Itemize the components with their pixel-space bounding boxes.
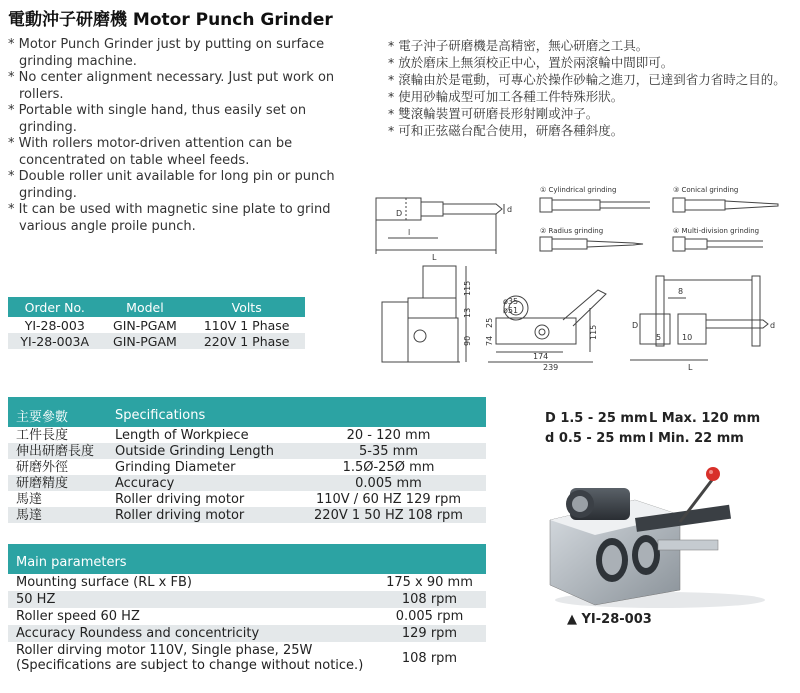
col-volts: Volts — [188, 297, 305, 317]
spec-table — [8, 397, 486, 523]
dim-174-label: 174 — [533, 352, 549, 361]
dim-25-label: 25 — [485, 317, 494, 328]
dim-D2-label: D — [632, 321, 639, 330]
cell: 研磨外徑 — [8, 459, 115, 475]
table-row — [8, 591, 486, 608]
cell: 1.5Ø-25Ø mm — [291, 459, 486, 475]
mode-radius-label: ② Radius grinding — [540, 227, 604, 235]
table-row — [8, 333, 305, 349]
spec-header-value — [291, 397, 486, 427]
cell: YI-28-003A — [8, 333, 102, 349]
cell: 220V 1 50 HZ 108 rpm — [291, 507, 486, 523]
dim-l-min: l Min. 22 mm — [649, 431, 744, 446]
feature-en-item: * Double roller unit available for long pin or punch grinding. — [8, 169, 335, 201]
spec-header-en: Specifications — [115, 397, 291, 427]
dim-L-label: L — [432, 253, 437, 262]
cell: Roller speed 60 HZ — [8, 608, 373, 625]
col-order-no: Order No. — [8, 297, 102, 317]
cell: 129 rpm — [373, 625, 486, 642]
cell: Mounting surface (RL x FB) — [8, 574, 373, 591]
feature-zh-item: * 滾輪由於是電動，可專心於操作砂輪之進刀，已達到省力省時之目的。 — [388, 72, 786, 87]
table-row — [8, 491, 486, 507]
dim-d2-label: d — [770, 321, 776, 330]
features-zh — [388, 37, 798, 139]
dim-phi35-label: ø35 — [503, 297, 519, 306]
dim-115b-label: 115 — [589, 324, 598, 340]
main-params-header: Main parameters — [8, 544, 486, 574]
mode-conical-label: ③ Conical grinding — [673, 186, 739, 194]
spec-table-header — [8, 397, 486, 427]
cell: 馬達 — [8, 491, 115, 507]
dim-phi51-label: ø51 — [503, 306, 519, 315]
feature-zh-item: * 電子沖子研磨機是高精密，無心研磨之工具。 — [388, 38, 649, 53]
feature-en-item: * It can be used with magnetic sine plate to grind various angle proile punch. — [8, 202, 331, 234]
cell: GIN-PGAM — [102, 317, 189, 333]
dim-8-label: 8 — [678, 287, 684, 296]
cell: Roller dirving motor 110V, Single phase, 25W (Specifications are subject to change without notice.) — [8, 642, 373, 674]
cell: Outside Grinding Length — [115, 443, 291, 459]
cell: YI-28-003 — [8, 317, 102, 333]
dim-l-label: l — [408, 228, 411, 237]
spec-header-zh: 主要參數 — [8, 397, 115, 427]
feature-en-item: * With rollers motor-driven attention can be concentrated on table wheel feeds. — [8, 136, 293, 168]
dim-115-label: 115 — [463, 280, 472, 296]
mode-cylindrical-label: ① Cylindrical grinding — [540, 186, 617, 194]
dim-5-label: 5 — [656, 333, 662, 342]
table-row — [8, 574, 486, 591]
table-row — [8, 608, 486, 625]
table-row — [8, 317, 305, 333]
cell: 175 x 90 mm — [373, 574, 486, 591]
product-caption: ▲ YI-28-003 — [567, 612, 652, 627]
dim-D-label: D — [396, 209, 403, 218]
cell: 50 HZ — [8, 591, 373, 608]
table-row — [8, 443, 486, 459]
mode-multi-division-label: ④ Multi-division grinding — [673, 227, 760, 235]
col-model: Model — [102, 297, 189, 317]
feature-en-item: * Portable with single hand, thus easily set on grinding. — [8, 103, 307, 135]
product-photo — [540, 460, 780, 610]
dim-l-max: L Max. 120 mm — [649, 411, 761, 426]
cell: 110V 1 Phase — [188, 317, 305, 333]
feature-en-item: * Motor Punch Grinder just by putting on surface grinding machine. — [8, 37, 325, 69]
feature-zh-item: * 雙滾輪裝置可研磨長形射剛或沖子。 — [388, 106, 599, 121]
cell: 108 rpm — [373, 591, 486, 608]
cell: Length of Workpiece — [115, 427, 291, 443]
feature-zh-item: * 放於磨床上無須校正中心，置於兩滾輪中間即可。 — [388, 55, 674, 70]
cell: 110V / 60 HZ 129 rpm — [291, 491, 486, 507]
dimension-summary — [545, 409, 760, 449]
dim-d-min: d 0.5 - 25 mm — [545, 431, 647, 446]
cell: 20 - 120 mm — [291, 427, 486, 443]
cell: Roller driving motor — [115, 491, 291, 507]
cell: Accuracy Roundess and concentricity — [8, 625, 373, 642]
table-row — [8, 475, 486, 491]
order-table-header — [8, 297, 305, 317]
cell: 研磨精度 — [8, 475, 115, 491]
features-en — [8, 37, 358, 235]
dim-d-max: D 1.5 - 25 mm — [545, 411, 648, 426]
main-params-header-row — [8, 544, 486, 574]
feature-zh-item: * 可和正弦磁台配合使用，研磨各種斜度。 — [388, 123, 624, 138]
cell: 108 rpm — [373, 642, 486, 674]
page-title: 電動沖子研磨機 Motor Punch Grinder — [8, 10, 333, 30]
cell: GIN-PGAM — [102, 333, 189, 349]
table-row — [8, 625, 486, 642]
feature-en-item: * No center alignment necessary. Just put work on rollers. — [8, 70, 335, 102]
table-row — [8, 507, 486, 523]
cell: 5-35 mm — [291, 443, 486, 459]
cell: 220V 1 Phase — [188, 333, 305, 349]
table-row — [8, 427, 486, 443]
dim-90-label: 90 — [463, 335, 472, 346]
cell: 伸出研磨長度 — [8, 443, 115, 459]
cell: 馬達 — [8, 507, 115, 523]
cell: Roller driving motor — [115, 507, 291, 523]
main-params-table — [8, 544, 486, 674]
dim-L2-label: L — [688, 363, 693, 372]
feature-zh-item: * 使用砂輪成型可加工各種工件特殊形狀。 — [388, 89, 624, 104]
dim-13-label: 13 — [463, 307, 472, 318]
cell: 0.005 rpm — [373, 608, 486, 625]
technical-drawing — [368, 180, 798, 375]
cell: 工件長度 — [8, 427, 115, 443]
dim-10-label: 10 — [682, 333, 693, 342]
dim-d-label: d — [507, 205, 513, 214]
cell: 0.005 mm — [291, 475, 486, 491]
order-table — [8, 297, 305, 349]
table-row — [8, 459, 486, 475]
dim-239-label: 239 — [543, 363, 559, 372]
table-row — [8, 642, 486, 674]
cell: Accuracy — [115, 475, 291, 491]
dim-74-label: 74 — [485, 335, 494, 346]
cell: Grinding Diameter — [115, 459, 291, 475]
